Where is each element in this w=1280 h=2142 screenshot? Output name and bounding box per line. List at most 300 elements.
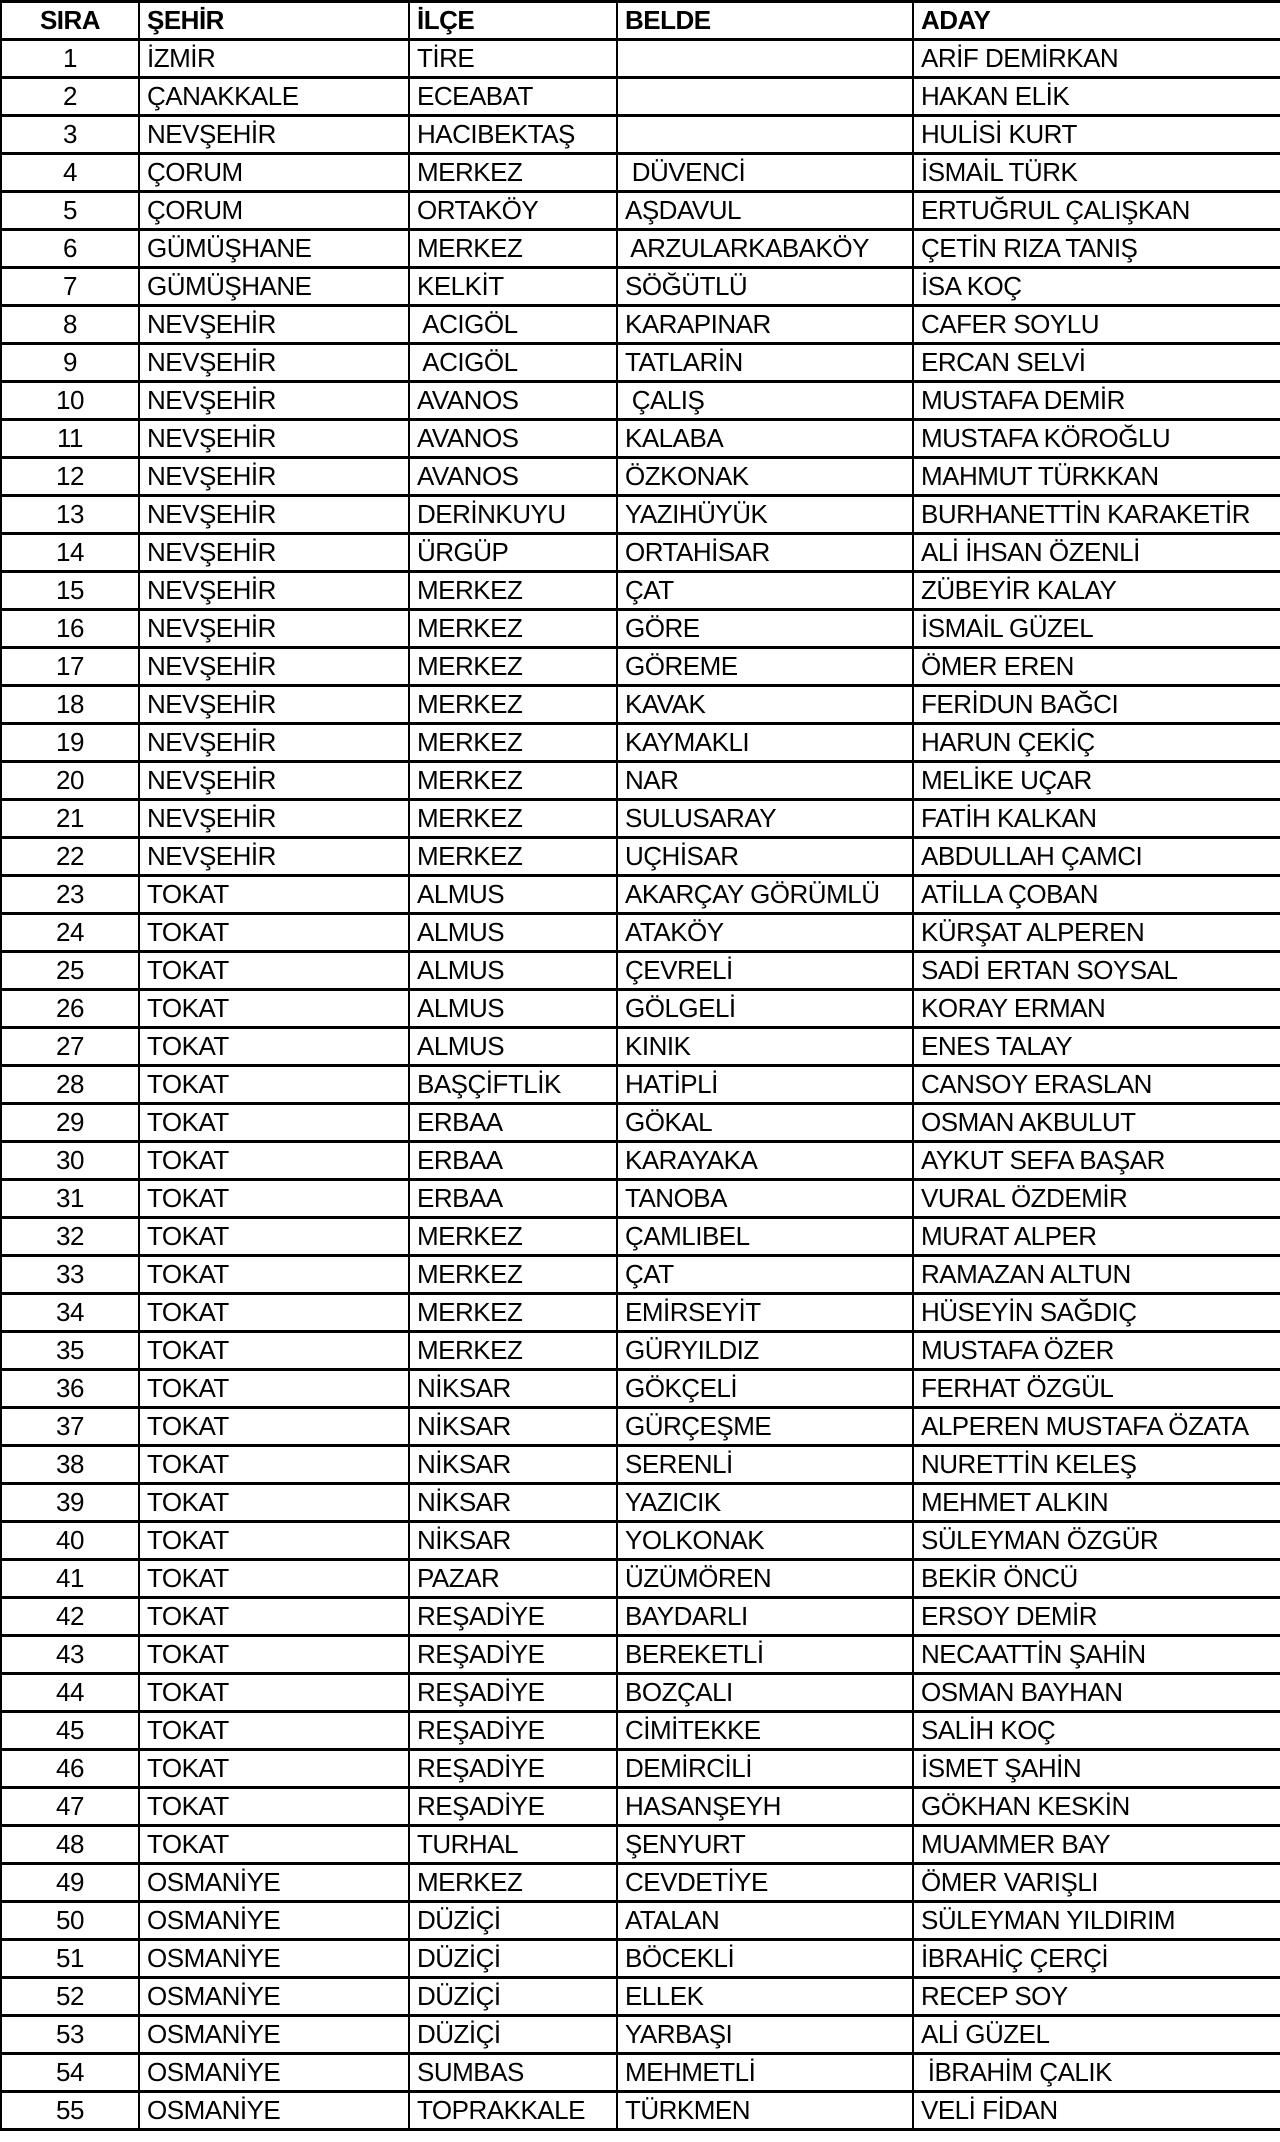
cell-belde: ÇEVRELİ: [617, 952, 913, 990]
cell-aday: İSMAİL TÜRK: [913, 154, 1280, 192]
cell-ilce: NİKSAR: [409, 1522, 617, 1560]
cell-belde: CİMİTEKKE: [617, 1712, 913, 1750]
column-header-belde: BELDE: [617, 2, 913, 40]
cell-aday: MUSTAFA DEMİR: [913, 382, 1280, 420]
cell-aday: İBRAHİÇ ÇERÇİ: [913, 1940, 1280, 1978]
cell-belde: GÖKAL: [617, 1104, 913, 1142]
table-row: [1, 420, 1280, 458]
cell-sira: 41: [1, 1560, 139, 1598]
cell-sehir: NEVŞEHİR: [139, 648, 409, 686]
cell-aday: ENES TALAY: [913, 1028, 1280, 1066]
cell-ilce: DÜZİÇİ: [409, 1940, 617, 1978]
cell-sehir: ÇANAKKALE: [139, 78, 409, 116]
cell-sehir: NEVŞEHİR: [139, 344, 409, 382]
table-row: [1, 2016, 1280, 2054]
table-row: [1, 1446, 1280, 1484]
cell-sira: 14: [1, 534, 139, 572]
cell-aday: HAKAN ELİK: [913, 78, 1280, 116]
cell-aday: ALPEREN MUSTAFA ÖZATA: [913, 1408, 1280, 1446]
table-row: [1, 876, 1280, 914]
cell-sira: 39: [1, 1484, 139, 1522]
cell-sira: 13: [1, 496, 139, 534]
cell-belde: [617, 40, 913, 78]
cell-sehir: TOKAT: [139, 1180, 409, 1218]
column-header-ilce: İLÇE: [409, 2, 617, 40]
table-row: [1, 116, 1280, 154]
table-row: [1, 1332, 1280, 1370]
cell-belde: TÜRKMEN: [617, 2092, 913, 2130]
cell-belde: ÇAT: [617, 572, 913, 610]
cell-belde: TATLARİN: [617, 344, 913, 382]
cell-aday: FERHAT ÖZGÜL: [913, 1370, 1280, 1408]
cell-belde: ŞENYURT: [617, 1826, 913, 1864]
cell-ilce: DÜZİÇİ: [409, 1902, 617, 1940]
table-row: [1, 724, 1280, 762]
cell-sira: 48: [1, 1826, 139, 1864]
table-body: [1, 40, 1280, 2130]
cell-ilce: DERİNKUYU: [409, 496, 617, 534]
cell-sira: 10: [1, 382, 139, 420]
cell-aday: BEKİR ÖNCÜ: [913, 1560, 1280, 1598]
cell-sehir: TOKAT: [139, 1712, 409, 1750]
cell-belde: [617, 78, 913, 116]
cell-sehir: NEVŞEHİR: [139, 762, 409, 800]
table-row: [1, 952, 1280, 990]
cell-sehir: TOKAT: [139, 1218, 409, 1256]
cell-belde: ÇALIŞ: [617, 382, 913, 420]
cell-ilce: NİKSAR: [409, 1484, 617, 1522]
cell-belde: ÇAMLIBEL: [617, 1218, 913, 1256]
cell-aday: ERTUĞRUL ÇALIŞKAN: [913, 192, 1280, 230]
cell-sehir: NEVŞEHİR: [139, 686, 409, 724]
table-row: [1, 2054, 1280, 2092]
cell-aday: ÇETİN RIZA TANIŞ: [913, 230, 1280, 268]
cell-sehir: TOKAT: [139, 876, 409, 914]
cell-sira: 42: [1, 1598, 139, 1636]
cell-ilce: MERKEZ: [409, 1256, 617, 1294]
cell-ilce: ÜRGÜP: [409, 534, 617, 572]
table-row: [1, 1104, 1280, 1142]
cell-ilce: TİRE: [409, 40, 617, 78]
table-row: [1, 1522, 1280, 1560]
cell-belde: BAYDARLI: [617, 1598, 913, 1636]
cell-belde: UÇHİSAR: [617, 838, 913, 876]
cell-ilce: MERKEZ: [409, 610, 617, 648]
cell-ilce: MERKEZ: [409, 572, 617, 610]
cell-belde: GÖKÇELİ: [617, 1370, 913, 1408]
cell-sehir: TOKAT: [139, 1104, 409, 1142]
cell-aday: RAMAZAN ALTUN: [913, 1256, 1280, 1294]
cell-belde: ÇAT: [617, 1256, 913, 1294]
cell-sira: 53: [1, 2016, 139, 2054]
header-row: [1, 2, 1280, 40]
cell-sehir: TOKAT: [139, 1560, 409, 1598]
cell-sira: 18: [1, 686, 139, 724]
cell-sehir: NEVŞEHİR: [139, 382, 409, 420]
table-row: [1, 1408, 1280, 1446]
table-row: [1, 1636, 1280, 1674]
cell-ilce: BAŞÇİFTLİK: [409, 1066, 617, 1104]
cell-belde: YAZICIK: [617, 1484, 913, 1522]
cell-belde: GÖRE: [617, 610, 913, 648]
cell-sira: 31: [1, 1180, 139, 1218]
table-row: [1, 1750, 1280, 1788]
cell-sehir: TOKAT: [139, 1788, 409, 1826]
cell-aday: HARUN ÇEKİÇ: [913, 724, 1280, 762]
cell-ilce: REŞADİYE: [409, 1674, 617, 1712]
cell-sehir: TOKAT: [139, 952, 409, 990]
cell-aday: VELİ FİDAN: [913, 2092, 1280, 2130]
cell-ilce: AVANOS: [409, 458, 617, 496]
table-row: [1, 1864, 1280, 1902]
table-row: [1, 1142, 1280, 1180]
cell-aday: MUSTAFA ÖZER: [913, 1332, 1280, 1370]
cell-sehir: OSMANİYE: [139, 1864, 409, 1902]
cell-sehir: TOKAT: [139, 914, 409, 952]
cell-sehir: OSMANİYE: [139, 1940, 409, 1978]
cell-ilce: KELKİT: [409, 268, 617, 306]
cell-sehir: TOKAT: [139, 1674, 409, 1712]
table-row: [1, 1826, 1280, 1864]
cell-belde: ARZULARKABAKÖY: [617, 230, 913, 268]
cell-sira: 7: [1, 268, 139, 306]
table-row: [1, 1940, 1280, 1978]
cell-sehir: OSMANİYE: [139, 1978, 409, 2016]
table-row: [1, 268, 1280, 306]
cell-belde: ÜZÜMÖREN: [617, 1560, 913, 1598]
table-row: [1, 838, 1280, 876]
cell-belde: YOLKONAK: [617, 1522, 913, 1560]
cell-ilce: ALMUS: [409, 1028, 617, 1066]
cell-sira: 52: [1, 1978, 139, 2016]
cell-belde: MEHMETLİ: [617, 2054, 913, 2092]
cell-aday: MURAT ALPER: [913, 1218, 1280, 1256]
cell-aday: CANSOY ERASLAN: [913, 1066, 1280, 1104]
cell-ilce: REŞADİYE: [409, 1788, 617, 1826]
table-row: [1, 1902, 1280, 1940]
cell-sehir: TOKAT: [139, 1598, 409, 1636]
cell-sehir: TOKAT: [139, 990, 409, 1028]
cell-aday: FERİDUN BAĞCI: [913, 686, 1280, 724]
cell-belde: BÖCEKLİ: [617, 1940, 913, 1978]
table-row: [1, 800, 1280, 838]
table-row: [1, 344, 1280, 382]
cell-ilce: ALMUS: [409, 990, 617, 1028]
cell-aday: ÖMER EREN: [913, 648, 1280, 686]
cell-sehir: ÇORUM: [139, 154, 409, 192]
cell-sehir: NEVŞEHİR: [139, 496, 409, 534]
cell-sira: 34: [1, 1294, 139, 1332]
cell-sira: 2: [1, 78, 139, 116]
cell-belde: DÜVENCİ: [617, 154, 913, 192]
cell-sehir: TOKAT: [139, 1446, 409, 1484]
cell-aday: İSMAİL GÜZEL: [913, 610, 1280, 648]
cell-sehir: OSMANİYE: [139, 2016, 409, 2054]
cell-belde: GÜRÇEŞME: [617, 1408, 913, 1446]
cell-ilce: ALMUS: [409, 876, 617, 914]
table-row: [1, 1256, 1280, 1294]
table-row: [1, 1560, 1280, 1598]
cell-belde: KAYMAKLI: [617, 724, 913, 762]
cell-sira: 23: [1, 876, 139, 914]
cell-aday: OSMAN AKBULUT: [913, 1104, 1280, 1142]
cell-ilce: NİKSAR: [409, 1446, 617, 1484]
cell-sira: 29: [1, 1104, 139, 1142]
table-row: [1, 40, 1280, 78]
cell-aday: MELİKE UÇAR: [913, 762, 1280, 800]
cell-sehir: TOKAT: [139, 1522, 409, 1560]
table-row: [1, 1370, 1280, 1408]
cell-sira: 49: [1, 1864, 139, 1902]
cell-belde: NAR: [617, 762, 913, 800]
table-row: [1, 496, 1280, 534]
table-row: [1, 686, 1280, 724]
cell-ilce: ERBAA: [409, 1142, 617, 1180]
cell-aday: KÜRŞAT ALPEREN: [913, 914, 1280, 952]
cell-sira: 40: [1, 1522, 139, 1560]
cell-aday: ZÜBEYİR KALAY: [913, 572, 1280, 610]
cell-sira: 12: [1, 458, 139, 496]
cell-aday: CAFER SOYLU: [913, 306, 1280, 344]
cell-belde: AKARÇAY GÖRÜMLÜ: [617, 876, 913, 914]
table-row: [1, 1598, 1280, 1636]
cell-sehir: NEVŞEHİR: [139, 838, 409, 876]
table-row: [1, 458, 1280, 496]
cell-aday: ABDULLAH ÇAMCI: [913, 838, 1280, 876]
cell-aday: KORAY ERMAN: [913, 990, 1280, 1028]
cell-belde: CEVDETİYE: [617, 1864, 913, 1902]
cell-sira: 24: [1, 914, 139, 952]
cell-belde: SULUSARAY: [617, 800, 913, 838]
cell-aday: RECEP SOY: [913, 1978, 1280, 2016]
cell-belde: ORTAHİSAR: [617, 534, 913, 572]
cell-ilce: MERKEZ: [409, 1294, 617, 1332]
table-row: [1, 990, 1280, 1028]
cell-sira: 36: [1, 1370, 139, 1408]
cell-sehir: TOKAT: [139, 1256, 409, 1294]
table-row: [1, 1028, 1280, 1066]
cell-belde: ÖZKONAK: [617, 458, 913, 496]
cell-sira: 32: [1, 1218, 139, 1256]
cell-sira: 28: [1, 1066, 139, 1104]
cell-sira: 16: [1, 610, 139, 648]
cell-ilce: MERKEZ: [409, 154, 617, 192]
table-row: [1, 914, 1280, 952]
cell-sira: 46: [1, 1750, 139, 1788]
cell-sira: 51: [1, 1940, 139, 1978]
table-row: [1, 192, 1280, 230]
cell-sehir: NEVŞEHİR: [139, 458, 409, 496]
table-row: [1, 648, 1280, 686]
cell-belde: BOZÇALI: [617, 1674, 913, 1712]
cell-belde: KARAYAKA: [617, 1142, 913, 1180]
cell-ilce: TURHAL: [409, 1826, 617, 1864]
cell-sehir: TOKAT: [139, 1142, 409, 1180]
cell-aday: BURHANETTİN KARAKETİR: [913, 496, 1280, 534]
cell-belde: GÜRYILDIZ: [617, 1332, 913, 1370]
cell-sira: 45: [1, 1712, 139, 1750]
cell-sehir: OSMANİYE: [139, 1902, 409, 1940]
cell-aday: SÜLEYMAN ÖZGÜR: [913, 1522, 1280, 1560]
cell-sira: 8: [1, 306, 139, 344]
table-row: [1, 2092, 1280, 2130]
cell-ilce: SUMBAS: [409, 2054, 617, 2092]
column-header-sehir: ŞEHİR: [139, 2, 409, 40]
cell-aday: ERCAN SELVİ: [913, 344, 1280, 382]
cell-ilce: REŞADİYE: [409, 1636, 617, 1674]
cell-ilce: MERKEZ: [409, 1218, 617, 1256]
table-row: [1, 1978, 1280, 2016]
table-row: [1, 762, 1280, 800]
cell-aday: NECAATTİN ŞAHİN: [913, 1636, 1280, 1674]
cell-belde: GÖREME: [617, 648, 913, 686]
cell-sehir: GÜMÜŞHANE: [139, 268, 409, 306]
table-row: [1, 1484, 1280, 1522]
cell-belde: TANOBA: [617, 1180, 913, 1218]
cell-aday: ÖMER VARIŞLI: [913, 1864, 1280, 1902]
cell-ilce: MERKEZ: [409, 648, 617, 686]
cell-belde: AŞDAVUL: [617, 192, 913, 230]
cell-ilce: DÜZİÇİ: [409, 1978, 617, 2016]
cell-belde: [617, 116, 913, 154]
cell-ilce: AVANOS: [409, 382, 617, 420]
cell-aday: FATİH KALKAN: [913, 800, 1280, 838]
table-row: [1, 1066, 1280, 1104]
cell-belde: HATİPLİ: [617, 1066, 913, 1104]
cell-sehir: NEVŞEHİR: [139, 572, 409, 610]
cell-aday: MEHMET ALKIN: [913, 1484, 1280, 1522]
cell-ilce: MERKEZ: [409, 800, 617, 838]
cell-sira: 22: [1, 838, 139, 876]
table-row: [1, 1674, 1280, 1712]
cell-ilce: MERKEZ: [409, 838, 617, 876]
cell-aday: SALİH KOÇ: [913, 1712, 1280, 1750]
cell-sira: 47: [1, 1788, 139, 1826]
table-row: [1, 306, 1280, 344]
cell-sira: 27: [1, 1028, 139, 1066]
cell-sira: 33: [1, 1256, 139, 1294]
cell-ilce: ERBAA: [409, 1104, 617, 1142]
table-row: [1, 154, 1280, 192]
cell-aday: ARİF DEMİRKAN: [913, 40, 1280, 78]
cell-belde: ATALAN: [617, 1902, 913, 1940]
cell-belde: KAVAK: [617, 686, 913, 724]
cell-sira: 54: [1, 2054, 139, 2092]
cell-ilce: AVANOS: [409, 420, 617, 458]
cell-sehir: OSMANİYE: [139, 2092, 409, 2130]
cell-sira: 17: [1, 648, 139, 686]
cell-ilce: ALMUS: [409, 952, 617, 990]
cell-aday: VURAL ÖZDEMİR: [913, 1180, 1280, 1218]
cell-ilce: ERBAA: [409, 1180, 617, 1218]
cell-sehir: NEVŞEHİR: [139, 800, 409, 838]
cell-ilce: MERKEZ: [409, 762, 617, 800]
cell-sehir: İZMİR: [139, 40, 409, 78]
cell-sehir: OSMANİYE: [139, 2054, 409, 2092]
cell-sehir: NEVŞEHİR: [139, 724, 409, 762]
cell-ilce: PAZAR: [409, 1560, 617, 1598]
cell-aday: MUSTAFA KÖROĞLU: [913, 420, 1280, 458]
cell-belde: DEMİRCİLİ: [617, 1750, 913, 1788]
table-row: [1, 1218, 1280, 1256]
table-row: [1, 1712, 1280, 1750]
cell-sehir: NEVŞEHİR: [139, 610, 409, 648]
cell-sehir: NEVŞEHİR: [139, 534, 409, 572]
cell-aday: SADİ ERTAN SOYSAL: [913, 952, 1280, 990]
cell-ilce: MERKEZ: [409, 686, 617, 724]
cell-sehir: TOKAT: [139, 1408, 409, 1446]
cell-ilce: HACIBEKTAŞ: [409, 116, 617, 154]
cell-ilce: REŞADİYE: [409, 1598, 617, 1636]
cell-belde: YAZIHÜYÜK: [617, 496, 913, 534]
cell-ilce: MERKEZ: [409, 230, 617, 268]
cell-aday: HÜSEYİN SAĞDIÇ: [913, 1294, 1280, 1332]
cell-sehir: TOKAT: [139, 1636, 409, 1674]
table-row: [1, 78, 1280, 116]
cell-sehir: TOKAT: [139, 1750, 409, 1788]
cell-sira: 5: [1, 192, 139, 230]
cell-sira: 55: [1, 2092, 139, 2130]
table-row: [1, 230, 1280, 268]
cell-sira: 15: [1, 572, 139, 610]
cell-sehir: TOKAT: [139, 1484, 409, 1522]
cell-ilce: MERKEZ: [409, 1864, 617, 1902]
cell-ilce: REŞADİYE: [409, 1712, 617, 1750]
cell-aday: HULİSİ KURT: [913, 116, 1280, 154]
table-row: [1, 382, 1280, 420]
cell-ilce: TOPRAKKALE: [409, 2092, 617, 2130]
cell-sira: 3: [1, 116, 139, 154]
cell-ilce: MERKEZ: [409, 724, 617, 762]
cell-sehir: TOKAT: [139, 1332, 409, 1370]
cell-aday: ALİ İHSAN ÖZENLİ: [913, 534, 1280, 572]
cell-belde: ELLEK: [617, 1978, 913, 2016]
cell-sehir: TOKAT: [139, 1066, 409, 1104]
cell-sira: 9: [1, 344, 139, 382]
cell-sira: 26: [1, 990, 139, 1028]
cell-sira: 6: [1, 230, 139, 268]
cell-aday: İBRAHİM ÇALIK: [913, 2054, 1280, 2092]
cell-sehir: TOKAT: [139, 1294, 409, 1332]
cell-belde: BEREKETLİ: [617, 1636, 913, 1674]
table-row: [1, 1788, 1280, 1826]
cell-aday: GÖKHAN KESKİN: [913, 1788, 1280, 1826]
cell-sira: 20: [1, 762, 139, 800]
cell-ilce: MERKEZ: [409, 1332, 617, 1370]
table-row: [1, 610, 1280, 648]
cell-ilce: ECEABAT: [409, 78, 617, 116]
cell-belde: ATAKÖY: [617, 914, 913, 952]
cell-sira: 43: [1, 1636, 139, 1674]
cell-sehir: NEVŞEHİR: [139, 116, 409, 154]
cell-sehir: NEVŞEHİR: [139, 420, 409, 458]
cell-aday: MAHMUT TÜRKKAN: [913, 458, 1280, 496]
table-row: [1, 572, 1280, 610]
cell-sira: 44: [1, 1674, 139, 1712]
cell-sehir: TOKAT: [139, 1826, 409, 1864]
cell-ilce: NİKSAR: [409, 1370, 617, 1408]
cell-ilce: ACIGÖL: [409, 344, 617, 382]
cell-ilce: ALMUS: [409, 914, 617, 952]
cell-belde: KARAPINAR: [617, 306, 913, 344]
cell-aday: SÜLEYMAN YILDIRIM: [913, 1902, 1280, 1940]
cell-sira: 19: [1, 724, 139, 762]
cell-ilce: NİKSAR: [409, 1408, 617, 1446]
cell-belde: YARBAŞI: [617, 2016, 913, 2054]
column-header-aday: ADAY: [913, 2, 1280, 40]
cell-ilce: ACIGÖL: [409, 306, 617, 344]
cell-belde: HASANŞEYH: [617, 1788, 913, 1826]
